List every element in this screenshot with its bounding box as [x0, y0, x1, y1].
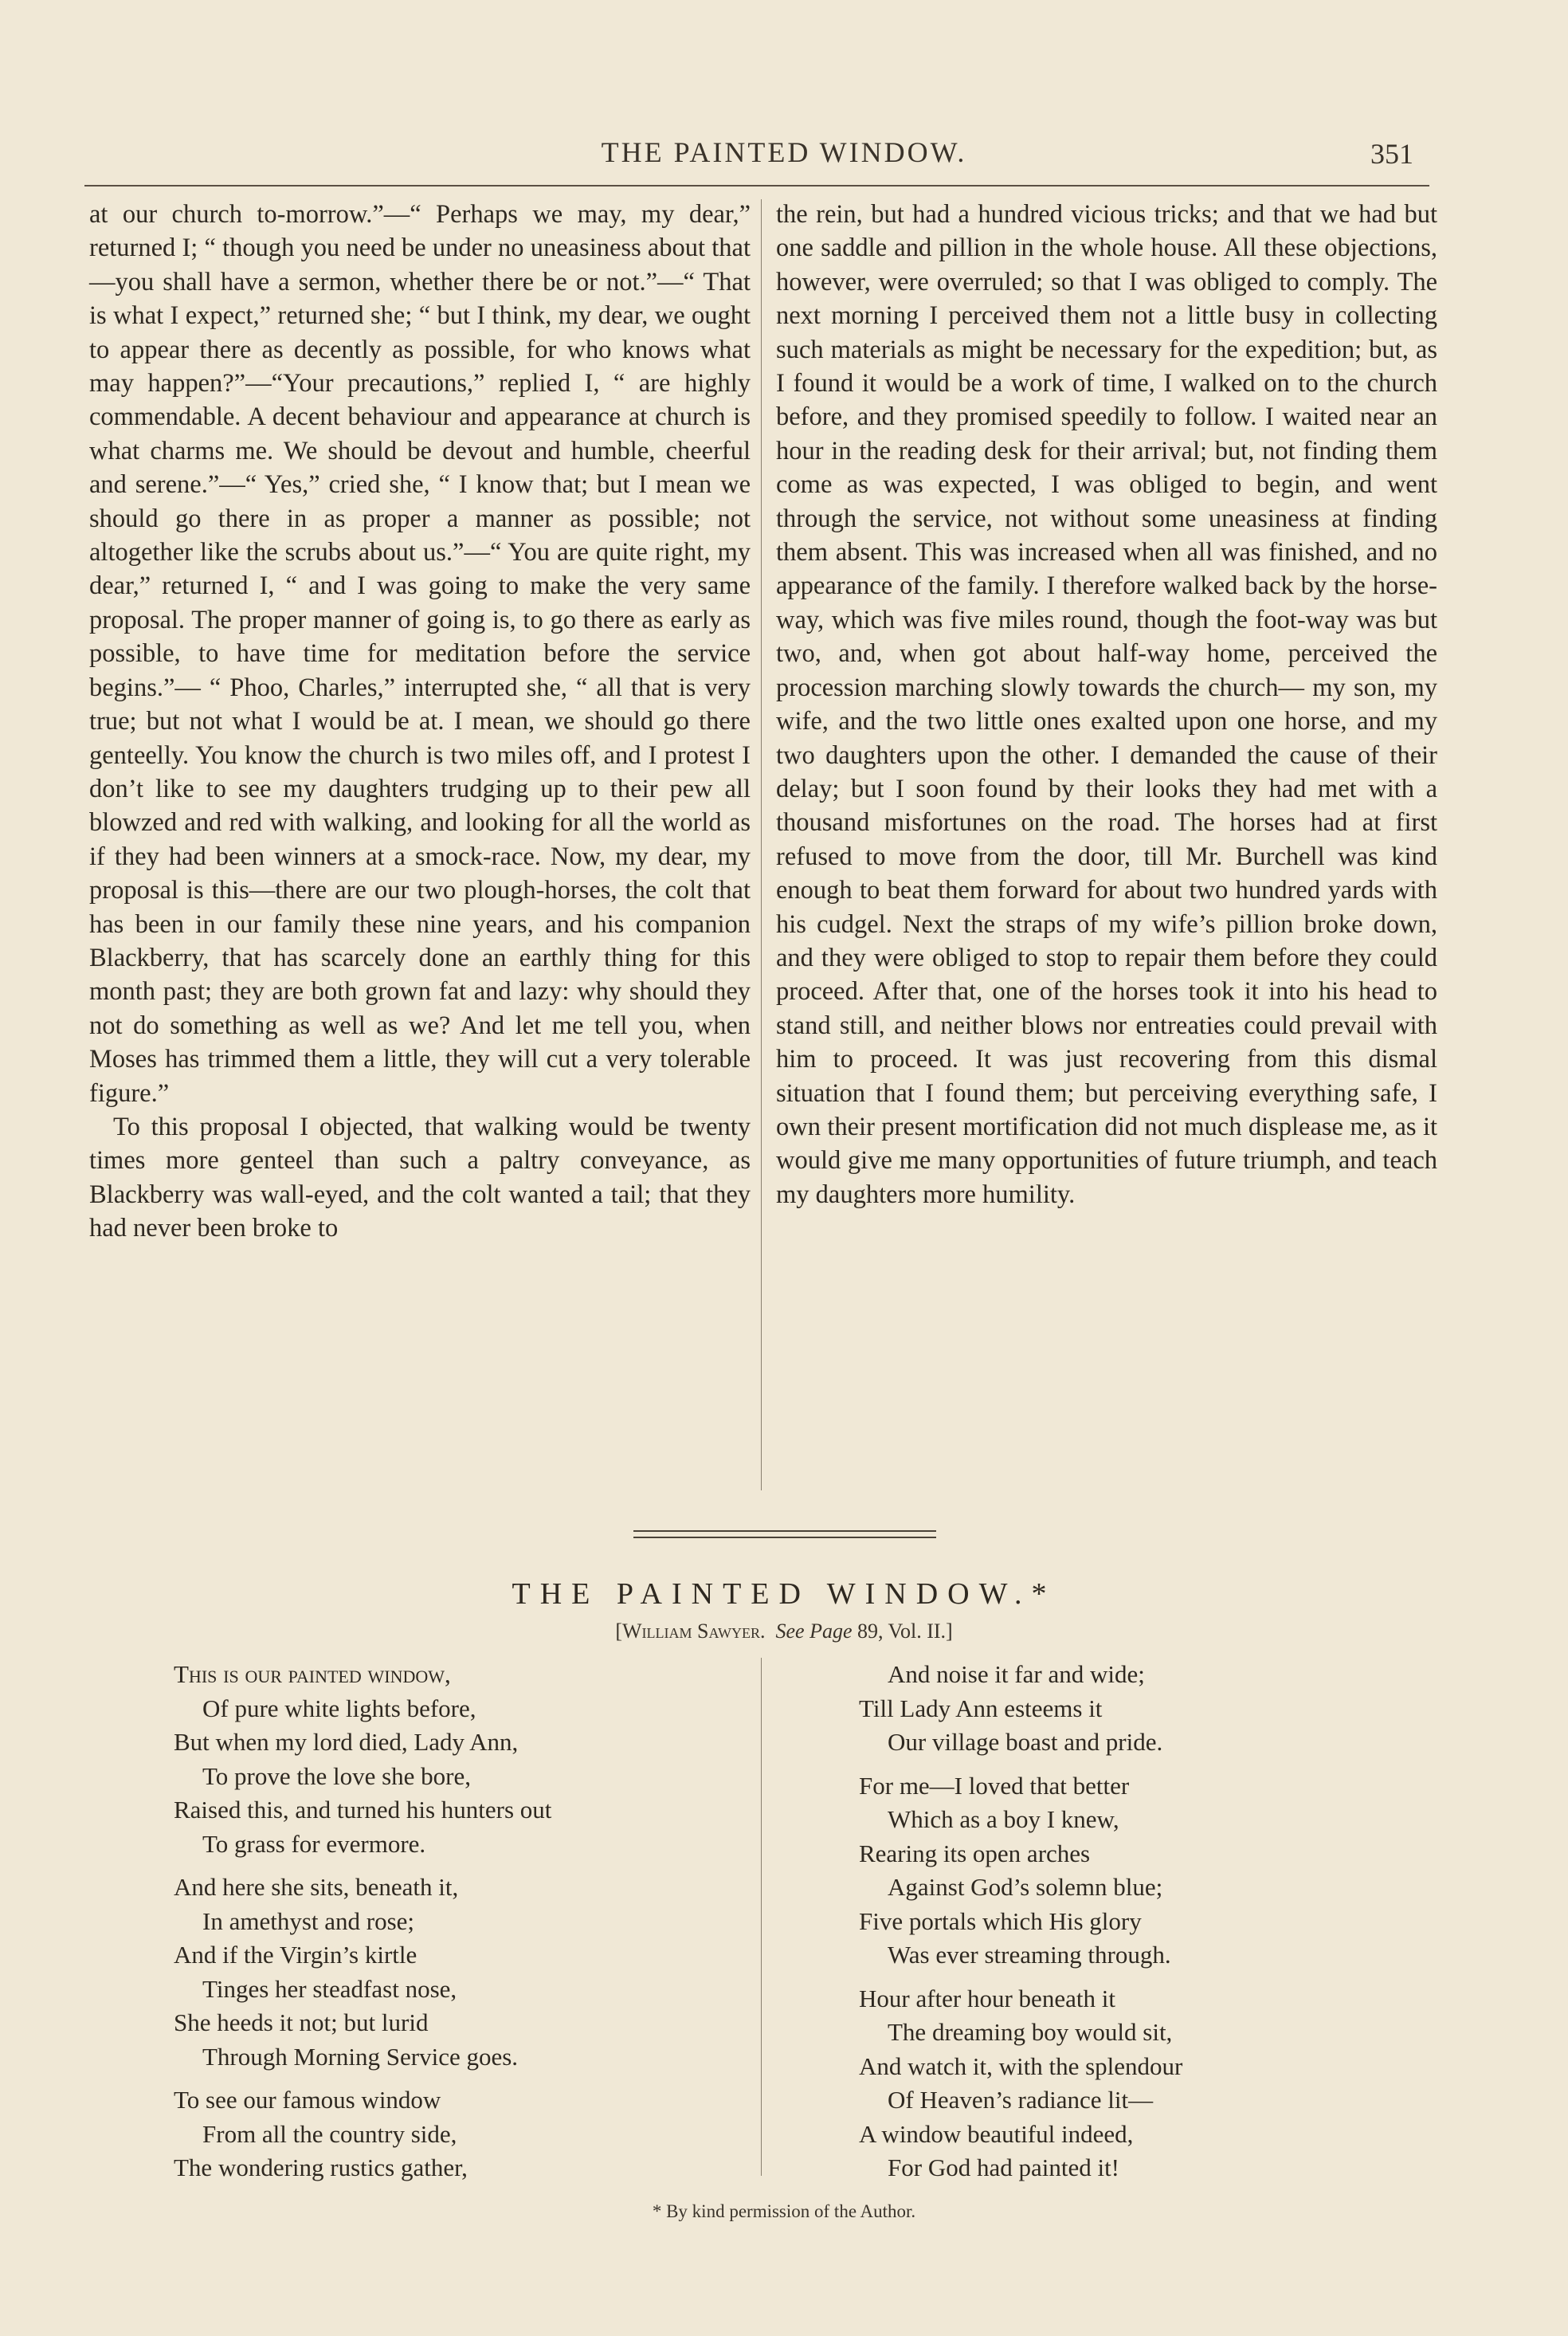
running-title: THE PAINTED WINDOW.	[601, 136, 967, 168]
poem-line: A window beautiful indeed,	[859, 2119, 1134, 2148]
poem-line: Which as a boy I knew,	[888, 1805, 1119, 1833]
poem-line: From all the country side,	[202, 2119, 457, 2148]
poem-line: Against God’s solemn blue;	[888, 1873, 1163, 1901]
poem-line: And here she sits, beneath it,	[174, 1873, 459, 1901]
poem-stanza	[859, 1982, 1417, 2185]
poem-line: She heeds it not; but lurid	[174, 2008, 429, 2036]
poem-line: Raised this, and turned his hunters out	[174, 1796, 552, 1824]
poem-line: Till Lady Ann esteems it	[859, 1694, 1103, 1722]
header-rule	[84, 185, 1429, 186]
poem-stanza	[174, 1658, 731, 1861]
page-number: 351	[1370, 138, 1413, 170]
poem-line: To grass for evermore.	[202, 1829, 426, 1858]
poem-attribution	[0, 1619, 1568, 1643]
page-volume-reference: 89, Vol. II.]	[857, 1619, 953, 1643]
poem-line: Five portals which His glory	[859, 1906, 1142, 1935]
poem-line: But when my lord died, Lady Ann,	[174, 1728, 519, 1756]
prose-paragraph: the rein, but had a hundred vicious tricks; and that we had but one saddle and pillion in the whole house. All these objections, however, were overruled; so that I was obliged to comply. The next morning I perceived them not a little busy in collecting such materials as might be necessary for the expedition; but, as I found it would be a work of time, I walked on to the church before, and they promised speedily to follow. I waited near an hour in the reading desk for their arrival; but, not finding them come as was expected, I was obliged to begin, and went through the service, not without some uneasiness at finding them absent. This was increased when all was finished, and no appearance of the family. I therefore walked back by the horse-way, which was five miles round, though the foot-way was but two, and, when got about half-way home, perceived the procession marching slowly towards the church— my son, my wife, and the two little ones exalted upon one horse, and my two daughters upon the other. I demanded the cause of their delay; but I soon found by their looks they had met with a thousand misfortunes on the road. The horses had at first refused to move from the door, till Mr. Burchell was kind enough to beat them forward for about two hundred yards with his cudgel. Next the straps of my wife’s pillion broke down, and they were obliged to stop to repair them before they could proceed. After that, one of the horses took it into his head to stand still, and neither blows nor entreaties could prevail with him to proceed. It was just recovering from this dismal situation that I found them; but perceiving everything safe, I own their present mortification did not much displease me, as it would give me many opportunities of future triumph, and teach my daughters more humility.	[776, 200, 1437, 1209]
prose-paragraph: at our church to-morrow.”—“ Perhaps we may, my dear,” returned I; “ though you need be under no uneasiness about that—you shall have a sermon, whether there be or not.”—“ That is what I expect,” returned she; “ but I think, my dear, we ought to appear there as decently as possible, for who knows what may happen?”—“Your precautions,” replied I, “ are highly commendable. A decent behaviour and appearance at church is what charms me. We should be devout and humble, cheerful and serene.”—“ Yes,” cried she, “ I know that; but I mean we should go there in as proper a manner as possible; not altogether like the scrubs about us.”—“ You are quite right, my dear,” returned I, “ and I was going to make the very same proposal. The proper manner of going is, to go there as early as possible, to have time for meditation before the service begins.”— “ Phoo, Charles,” interrupted she, “ all that is very true; but not what I would be at. I mean, we should go there genteelly. You know the church is two miles off, and I protest I don’t like to see my daughters trudging up to their pew all blowzed and red with walking, and looking for all the world as if they had been winners at a smock-race. Now, my dear, my proposal is this—there are our two plough-horses, the colt that has been in our family these nine years, and his companion Blackberry, that has scarcely done an earthly thing for this month past; they are both grown fat and lazy: why should they not do something as well as we? And let me tell you, when Moses has trimmed them a little, they will cut a very tolerable figure.”	[89, 200, 751, 1108]
prose-paragraph: To this proposal I objected, that walking would be twenty times more genteel than such a paltry conveyance, as Blackberry was wall-eyed, and the colt wanted a tail; that they had never been broke to	[89, 1112, 751, 1243]
poem-line: Tinges her steadfast nose,	[202, 1974, 457, 2003]
section-double-rule	[633, 1530, 936, 1538]
poem-stanza	[859, 1658, 1417, 1760]
poem-line: Of pure white lights before,	[202, 1694, 476, 1722]
poem-line: Was ever streaming through.	[888, 1941, 1171, 1969]
poem-line: Of Heaven’s radiance lit—	[888, 2086, 1154, 2114]
poem-line: And noise it far and wide;	[888, 1660, 1145, 1688]
poem-column-left	[174, 1658, 731, 2195]
see-page-reference: See Page	[775, 1619, 853, 1643]
poem-line: The wondering rustics gather,	[174, 2153, 468, 2181]
attribution-open-bracket: [	[615, 1619, 622, 1643]
poem-line: For God had painted it!	[888, 2153, 1120, 2181]
poem-line: This is our painted window,	[174, 1660, 451, 1688]
prose-column-left	[89, 198, 751, 1246]
poem-line: And watch it, with the splendour	[859, 2051, 1183, 2080]
poem-column-divider	[761, 1658, 762, 2176]
poem-line: For me—I loved that better	[859, 1771, 1130, 1800]
poem-line: Rearing its open arches	[859, 1839, 1091, 1867]
poem-line: And if the Virgin’s kirtle	[174, 1941, 417, 1969]
poem-line: Through Morning Service goes.	[202, 2042, 519, 2071]
poem-line: Our village boast and pride.	[888, 1728, 1163, 1756]
poem-stanza	[859, 1769, 1417, 1973]
column-divider	[761, 199, 762, 1490]
poem-stanza	[174, 2083, 731, 2185]
prose-column-right	[776, 198, 1437, 1211]
footnote: * By kind permission of the Author.	[652, 2201, 916, 2221]
poem-line: Hour after hour beneath it	[859, 1984, 1115, 2012]
poem-line: In amethyst and rose;	[202, 1906, 415, 1935]
poem-line: The dreaming boy would sit,	[888, 2018, 1173, 2046]
poem-title: THE PAINTED WINDOW.*	[512, 1577, 1056, 1611]
poem-author: William Sawyer.	[621, 1619, 766, 1643]
poem-stanza	[174, 1871, 731, 2074]
poem-column-right	[859, 1658, 1417, 2195]
poem-line: To see our famous window	[174, 2086, 441, 2114]
poem-line: To prove the love she bore,	[202, 1761, 472, 1790]
